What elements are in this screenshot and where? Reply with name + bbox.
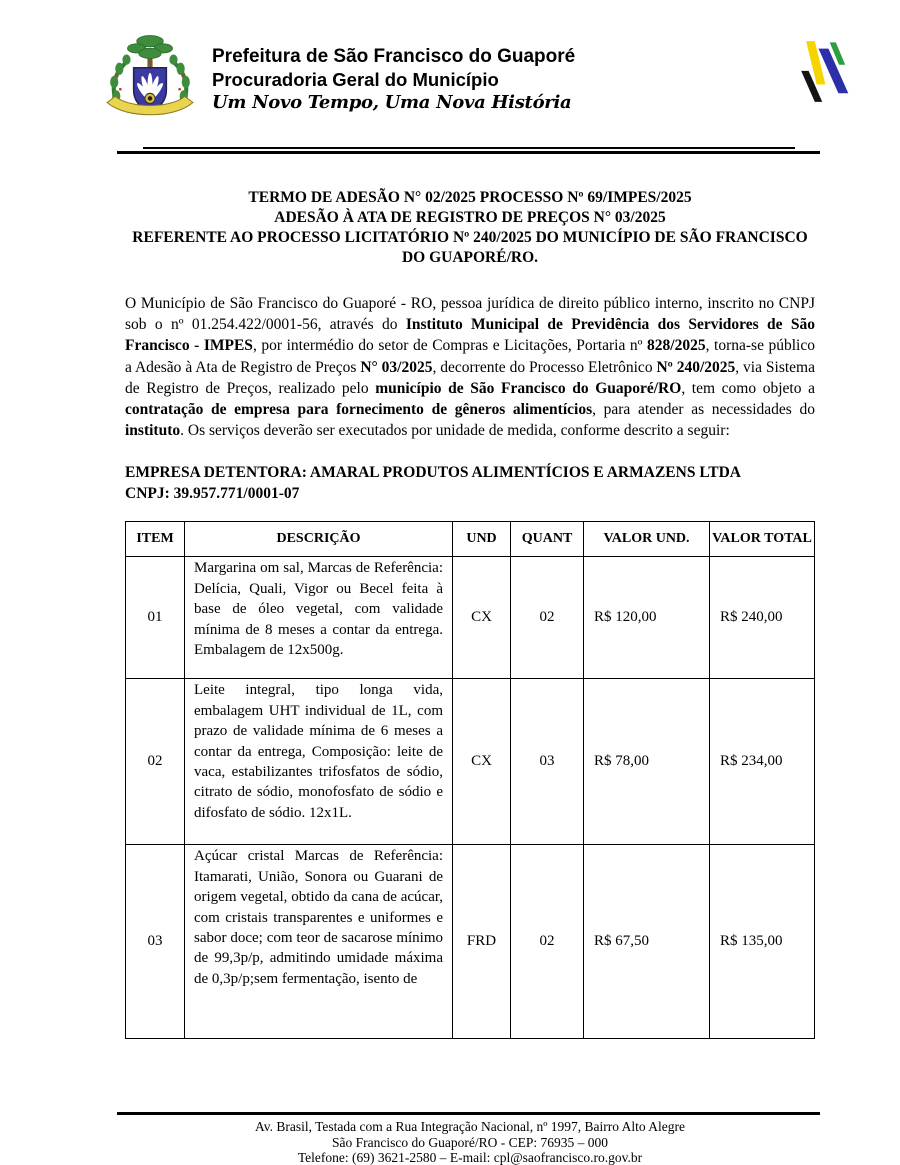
page-header xyxy=(0,0,900,125)
cell-item: 01 xyxy=(126,557,185,679)
cell-valor-total: R$ 135,00 xyxy=(710,845,815,1039)
org-name: Prefeitura de São Francisco do Guaporé xyxy=(212,46,576,67)
table-header-row xyxy=(126,522,815,557)
document-title xyxy=(125,188,815,268)
footer-address-line: Av. Brasil, Testada com a Rua Integração Nacional, nº 1997, Bairro Alto Alegre xyxy=(255,1119,685,1134)
intro-paragraph: O Município de São Francisco do Guaporé - RO, pessoa jurídica de direito público interno, inscrito no CNPJ sob o nº 01.254.422/0001-56, através do Instituto Municipal de Previdência dos Servidores de São Francisco - IMPES, por intermédio do setor de Compras e Licitações, Portaria nº 828/2025, torna-se público a Adesão à Ata de Registro de Preços N° 03/2025, decorrente do Processo Eletrônico Nº 240/2025, via Sistema de Registro de Preços, realizado pelo município de São Francisco do Guaporé/RO, tem como objeto a contratação de empresa para fornecimento de gêneros alimentícios, para atender as necessidades do instituto. Os serviços deverão ser executados por unidade de medida, conforme descrito a seguir: xyxy=(125,295,815,440)
cell-und: CX xyxy=(453,557,511,679)
header-divider-thin xyxy=(143,147,795,149)
cell-und: FRD xyxy=(453,845,511,1039)
col-header-und: UND xyxy=(453,522,511,557)
footer-divider xyxy=(117,1112,820,1115)
title-line: ADESÃO À ATA DE REGISTRO DE PREÇOS N° 03/2025 xyxy=(274,209,666,226)
footer-contact-line: Telefone: (69) 3621-2580 – E-mail: cpl@saofrancisco.ro.gov.br xyxy=(297,1150,643,1165)
cell-descricao: Açúcar cristal Marcas de Referência: Itamarati, União, Sonora ou Guarani de origem vegetal, obtido da cana de acúcar, com cristais transparentes e uniformes e sabor doce; com teor de sacarose mínimo de 99,3p/p, admitindo umidade máxima de 0,3p/p;sem fermentação, isento de xyxy=(185,845,453,1039)
cell-valor-total: R$ 234,00 xyxy=(710,679,815,845)
company-name: EMPRESA DETENTORA: AMARAL PRODUTOS ALIMENTÍCIOS E ARMAZENS LTDA xyxy=(125,464,741,482)
department-name: Procuradoria Geral do Município xyxy=(212,69,499,90)
cell-valor-und: R$ 78,00 xyxy=(584,679,710,845)
col-header-valor-und: VALOR UND. xyxy=(584,522,710,557)
page-footer xyxy=(0,1112,900,1165)
cell-item: 02 xyxy=(126,679,185,845)
col-header-item: ITEM xyxy=(126,522,185,557)
col-header-quant: QUANT xyxy=(511,522,584,557)
cell-descricao: Margarina om sal, Marcas de Referência: Delícia, Quali, Vigor ou Becel feita à base de óleo vegetal, com validade mínima de 8 meses a contar da entrega. Embalagem de 12x500g. xyxy=(185,557,453,679)
table-row xyxy=(126,679,815,845)
footer-cep-line: São Francisco do Guaporé/RO - CEP: 76935 – 000 xyxy=(332,1134,608,1150)
slogan: Um Novo Tempo, Uma Nova História xyxy=(212,92,572,113)
company-cnpj: CNPJ: 39.957.771/0001-07 xyxy=(125,485,300,503)
title-line: TERMO DE ADESÃO N° 02/2025 PROCESSO Nº 69/IMPES/2025 xyxy=(248,189,692,206)
cell-quant: 02 xyxy=(511,557,584,679)
cell-quant: 02 xyxy=(511,845,584,1039)
table-row xyxy=(126,845,815,1039)
title-line: REFERENTE AO PROCESSO LICITATÓRIO Nº 240/2025 DO MUNICÍPIO DE SÃO FRANCISCO DO GUAPORÉ/RO. xyxy=(132,229,808,266)
cell-valor-und: R$ 67,50 xyxy=(584,845,710,1039)
col-header-descricao: DESCRIÇÃO xyxy=(185,522,453,557)
document-body xyxy=(125,188,815,1039)
flag-stripes-icon xyxy=(790,36,852,112)
header-divider-thick xyxy=(117,151,820,154)
cell-valor-und: R$ 120,00 xyxy=(584,557,710,679)
table-row xyxy=(126,557,815,679)
cell-descricao: Leite integral, tipo longa vida, embalagem UHT individual de 1L, com prazo de validade mínima de 6 meses a contar da entrega, Composição: leite de vaca, estabilizantes trifosfatos de sódio, citrato de sódio, monofosfato de sódio e difosfato de sódio. 12x1L. xyxy=(185,679,453,845)
cell-valor-total: R$ 240,00 xyxy=(710,557,815,679)
cell-quant: 03 xyxy=(511,679,584,845)
cell-und: CX xyxy=(453,679,511,845)
col-header-valor-total: VALOR TOTAL xyxy=(710,522,815,557)
cell-item: 03 xyxy=(126,845,185,1039)
company-block xyxy=(125,462,815,504)
footer-address-block xyxy=(125,1119,815,1165)
header-text-block xyxy=(212,33,575,115)
coat-of-arms-icon xyxy=(98,33,202,125)
items-table xyxy=(125,521,815,1039)
